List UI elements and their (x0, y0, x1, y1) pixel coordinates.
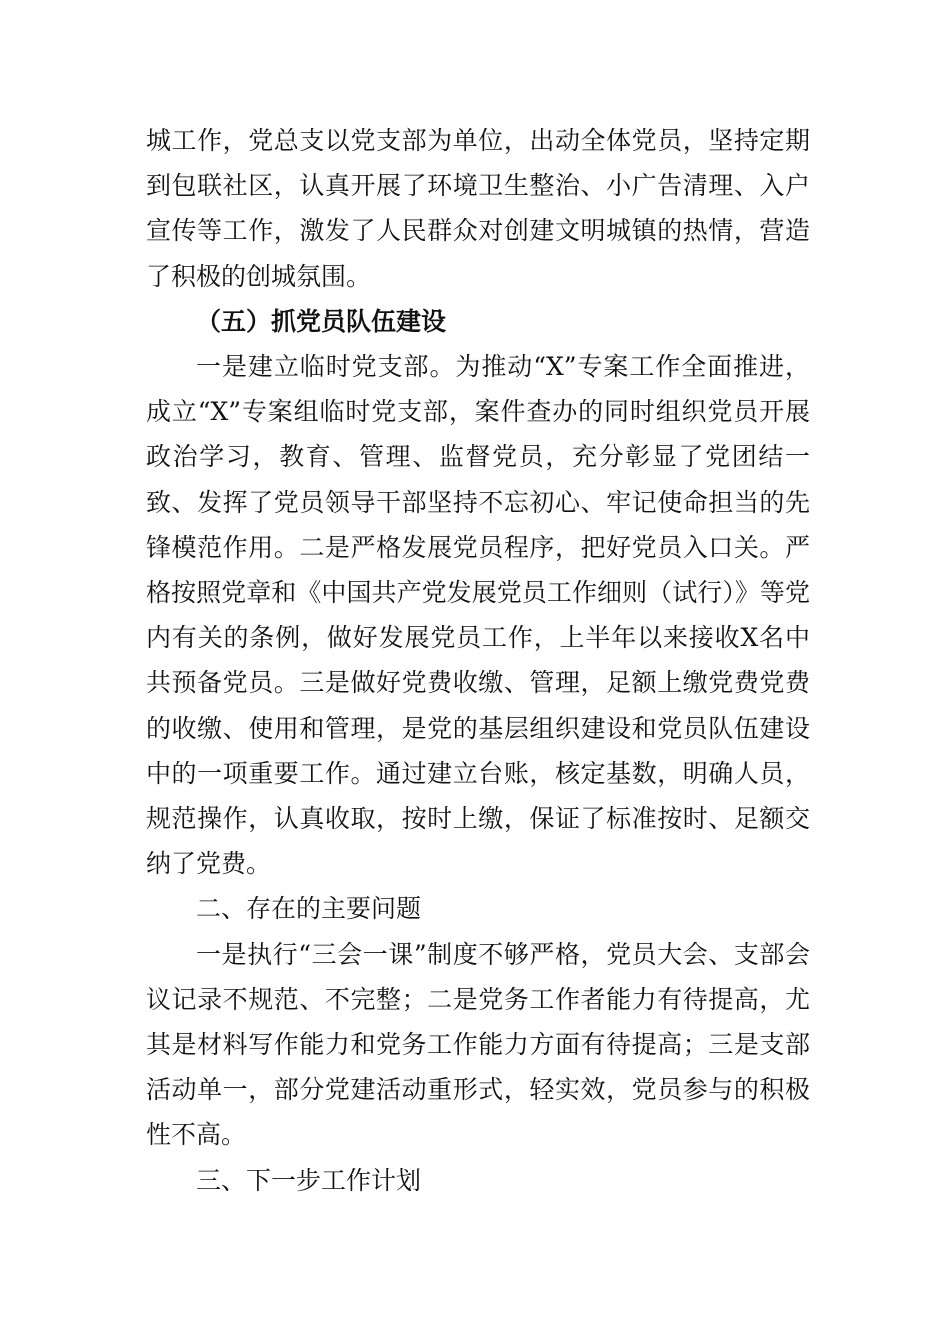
heading-main-problems: 二、存在的主要问题 (196, 894, 422, 924)
heading-next-work-plan: 三、下一步工作计划 (196, 1165, 422, 1195)
paragraph-problems-list: 一是执行“三会一课”制度不够严格，党员大会、支部会议记录不规范、不完整；二是党务工作者能力有待提高，尤其是材料写作能力和党务工作能力方面有待提高；三是支部活动单一，部分党建活动重形式，轻实效，党员参与的积极性不高。 (146, 939, 810, 1150)
document-body (146, 118, 810, 1203)
paragraph-party-branch-building: 一是建立临时党支部。为推动“X”专案工作全面推进，成立“X”专案组临时党支部，案件查办的同时组织党员开展政治学习，教育、管理、监督党员，充分彰显了党团结一致、发挥了党员领导干部坚持不忘初心、牢记使命担当的先锋模范作用。二是严格发展党员程序，把好党员入口关。严格按照党章和《中国共产党发展党员工作细则（试行）》等党内有关的条例，做好发展党员工作，上半年以来接收X名中共预备党员。三是做好党费收缴、管理，足额上缴党费党费的收缴、使用和管理，是党的基层组织建设和党员队伍建设中的一项重要工作。通过建立台账，核定基数，明确人员，规范操作，认真收取，按时上缴，保证了标准按时、足额交纳了党费。 (146, 352, 810, 879)
paragraph-civilized-city-work: 城工作，党总支以党支部为单位，出动全体党员，坚持定期到包联社区，认真开展了环境卫生整治、小广告清理、入户宣传等工作，激发了人民群众对创建文明城镇的热情，营造了积极的创城氛围。 (146, 126, 810, 291)
subheading-party-member-team: （五）抓党员队伍建设 (196, 306, 447, 336)
